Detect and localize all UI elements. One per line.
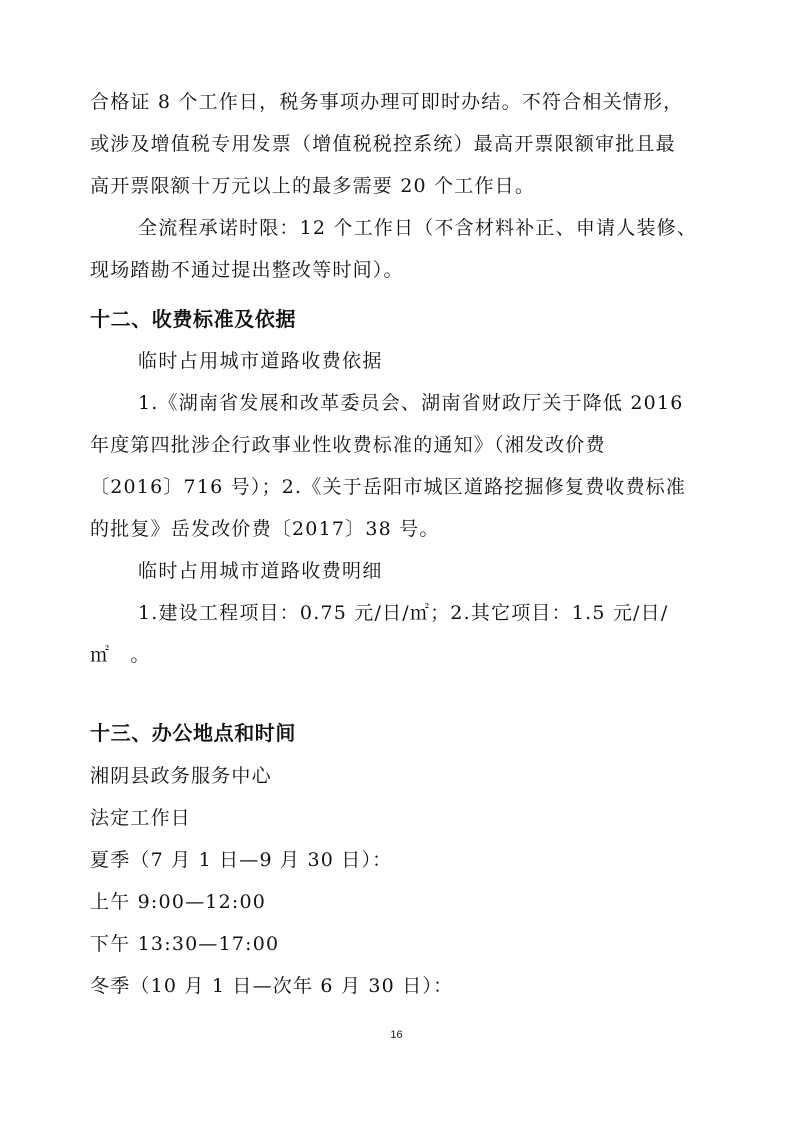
paragraph-line: 的批复》岳发改价费〔2017〕38 号。 [90,518,440,540]
paragraph-line: ㎡ 。 [90,644,151,666]
paragraph-line: 全流程承诺时限：12 个工作日（不含材料补正、申请人装修、 [138,217,698,239]
paragraph-line: 高开票限额十万元以上的最多需要 20 个工作日。 [90,175,536,197]
section-heading-fees: 十二、收费标准及依据 [90,307,296,331]
section-heading-office: 十三、办公地点和时间 [90,721,296,745]
paragraph-line: 合格证 8 个工作日，税务事项办理可即时办结。不符合相关情形， [90,91,684,113]
paragraph-line: 冬季（10 月 1 日—次年 6 月 30 日）： [90,975,454,997]
paragraph-line: 〔2016〕716 号）；2.《关于岳阳市城区道路挖掘修复费收费标准 [90,476,687,498]
paragraph-line: 下午 13:30—17:00 [90,933,280,955]
subheading-fee-basis: 临时占用城市道路收费依据 [138,350,383,372]
paragraph-line: 上午 9:00—12:00 [90,891,267,913]
paragraph-line: 年度第四批涉企行政事业性收费标准的通知》（湘发改价费 [90,434,606,456]
paragraph-line: 夏季（7 月 1 日—9 月 30 日）： [90,849,393,871]
paragraph-line: 法定工作日 [90,807,192,829]
paragraph-line: 湘阴县政务服务中心 [90,765,272,787]
paragraph-line: 现场踏勘不通过提出整改等时间）。 [90,259,404,281]
subheading-fee-detail: 临时占用城市道路收费明细 [138,560,383,582]
paragraph-line: 或涉及增值税专用发票（增值税税控系统）最高开票限额审批且最 [90,133,676,155]
page-number: 16 [390,1029,403,1041]
paragraph-line: 1.建设工程项目：0.75 元/日/㎡；2.其它项目：1.5 元/日/ [138,602,669,624]
paragraph-line: 1.《湖南省发展和改革委员会、湖南省财政厅关于降低 2016 [138,392,684,414]
